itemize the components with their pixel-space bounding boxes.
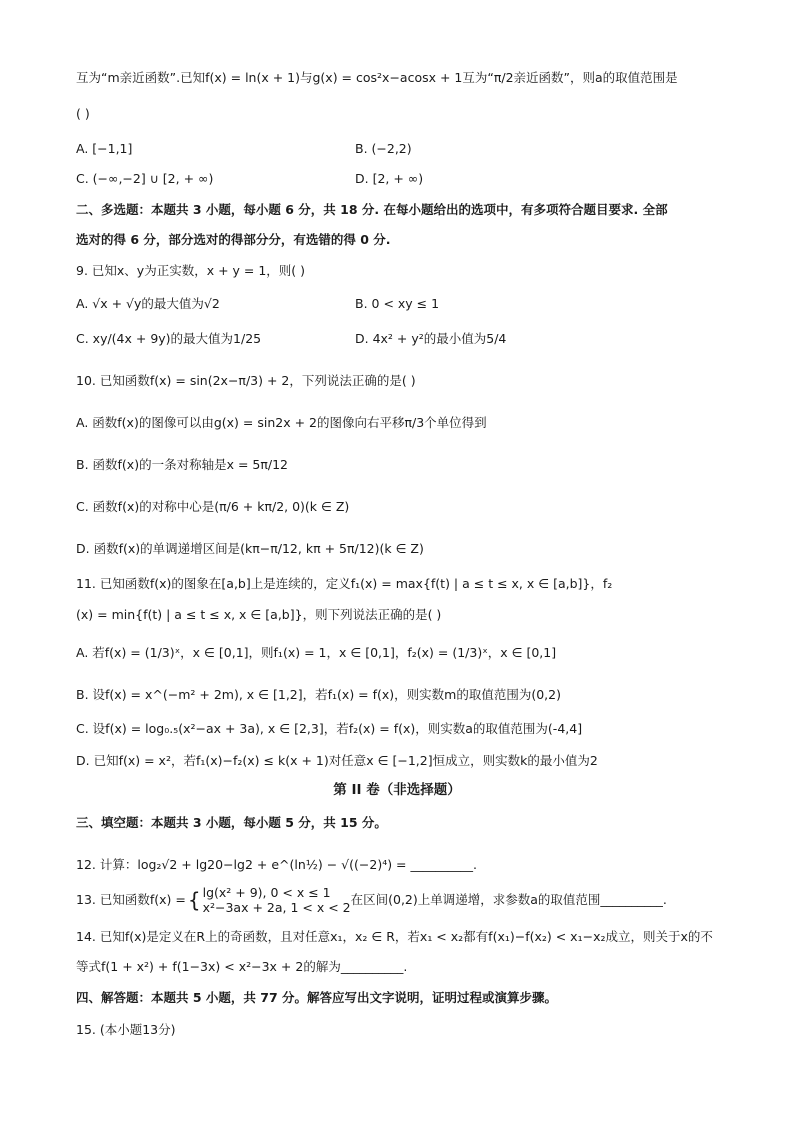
- q10-option-a: A. 函数f(x)的图像可以由g(x) = sin2x + 2的图像向右平移π/3个单位得到: [76, 415, 487, 430]
- q10-option-b: B. 函数f(x)的一条对称轴是x = 5π/12: [76, 457, 288, 472]
- part2-title: 第 II 卷（非选择题）: [333, 782, 461, 798]
- q11-option-a: A. 若f(x) = (1/3)ˣ，x ∈ [0,1]，则f₁(x) = 1，x ∈ [0,1]，f₂(x) = (1/3)ˣ，x ∈ [0,1]: [76, 645, 557, 660]
- q8-stem-line1: 互为“m亲近函数”.已知f(x) = ln(x + 1)与g(x) = cos²x−acosx + 1互为“π/2亲近函数”，则a的取值范围是: [76, 70, 678, 85]
- q8-option-a: A. [−1,1]: [76, 141, 133, 156]
- q9-option-a: A. √x + √y的最大值为√2: [76, 296, 220, 311]
- q9-stem: 9. 已知x、y为正实数，x + y = 1，则( ): [76, 263, 306, 278]
- q12-text: 12. 计算：log₂√2 + lg20−lg2 + e^(ln½) − √((−2)⁴) = __________.: [76, 857, 477, 872]
- q11-stem-line1: 11. 已知函数f(x)的图象在[a,b]上是连续的，定义f₁(x) = max{f(t) | a ≤ t ≤ x, x ∈ [a,b]}，f₂: [76, 576, 613, 591]
- q9-option-b: B. 0 < xy ≤ 1: [355, 296, 440, 311]
- q13-case2: x²−3ax + 2a, 1 < x < 2: [202, 900, 351, 915]
- q11-stem-line2: (x) = min{f(t) | a ≤ t ≤ x, x ∈ [a,b]}，则下列说法正确的是( ): [76, 607, 442, 622]
- section4-header: 四、解答题：本题共 5 小题，共 77 分。解答应写出文字说明，证明过程或演算步骤。: [76, 990, 558, 1005]
- q13-case1: lg(x² + 9), 0 < x ≤ 1: [202, 885, 331, 900]
- q14-line1: 14. 已知f(x)是定义在R上的奇函数，且对任意x₁，x₂ ∈ R，若x₁ < x₂都有f(x₁)−f(x₂) < x₁−x₂成立，则关于x的不: [76, 929, 713, 944]
- q8-option-b: B. (−2,2): [355, 141, 412, 156]
- section3-header: 三、填空题：本题共 3 小题，每小题 5 分，共 15 分。: [76, 815, 387, 830]
- q8-stem-line2: ( ): [76, 106, 90, 121]
- q13-prefix: 13. 已知函数f(x) =: [76, 892, 186, 907]
- q13-piecewise: [203, 885, 351, 915]
- q15-heading: 15. (本小题13分): [76, 1022, 176, 1037]
- left-brace-icon: {: [187, 888, 201, 912]
- q9-option-d: D. 4x² + y²的最小值为5/4: [355, 331, 507, 346]
- q13-suffix: 在区间(0,2)上单调递增，求参数a的取值范围__________.: [350, 892, 667, 907]
- q9-option-c: C. xy/(4x + 9y)的最大值为1/25: [76, 331, 262, 346]
- q10-option-d: D. 函数f(x)的单调递增区间是(kπ−π/12, kπ + 5π/12)(k ∈ Z): [76, 541, 424, 556]
- q8-option-d: D. [2, + ∞): [355, 171, 424, 186]
- q11-option-d: D. 已知f(x) = x²，若f₁(x)−f₂(x) ≤ k(x + 1)对任意x ∈ [−1,2]恒成立，则实数k的最小值为2: [76, 753, 598, 768]
- q10-option-c: C. 函数f(x)的对称中心是(π/6 + kπ/2, 0)(k ∈ Z): [76, 499, 350, 514]
- q14-line2: 等式f(1 + x²) + f(1−3x) < x²−3x + 2的解为__________.: [76, 959, 408, 974]
- q8-option-c: C. (−∞,−2] ∪ [2, + ∞): [76, 171, 214, 186]
- q11-option-c: C. 设f(x) = log₀.₅(x²−ax + 3a), x ∈ [2,3]，若f₂(x) = f(x)，则实数a的取值范围为(-4,4]: [76, 721, 583, 736]
- q11-option-b: B. 设f(x) = x^(−m² + 2m), x ∈ [1,2]，若f₁(x) = f(x)，则实数m的取值范围为(0,2): [76, 687, 561, 702]
- section2-header-line2: 选对的得 6 分，部分选对的得部分分，有选错的得 0 分.: [76, 232, 391, 247]
- q10-stem: 10. 已知函数f(x) = sin(2x−π/3) + 2，下列说法正确的是( ): [76, 373, 416, 388]
- q13-text: [76, 882, 667, 918]
- section2-header-line1: 二、多选题：本题共 3 小题，每小题 6 分，共 18 分. 在每小题给出的选项中，有多项符合题目要求. 全部: [76, 202, 668, 217]
